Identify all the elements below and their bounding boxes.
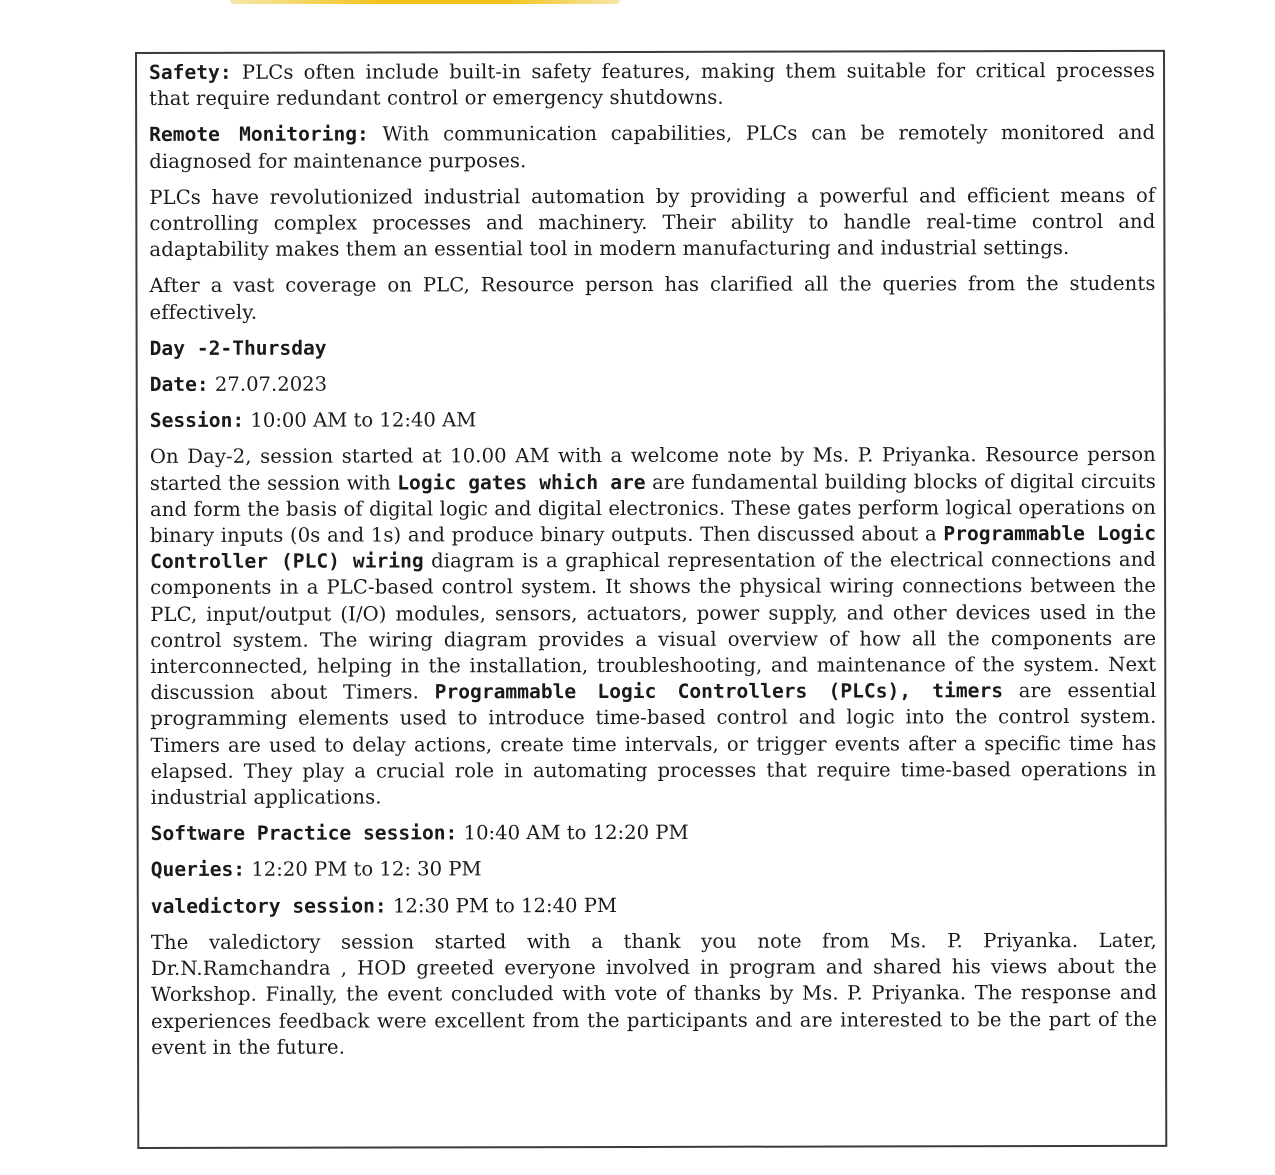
- queries-label: Queries:: [150, 858, 246, 882]
- valedictory-value: 12:30 PM to 12:40 PM: [386, 893, 617, 918]
- date-label: Date:: [149, 372, 209, 397]
- day2-paragraph: [150, 442, 1157, 811]
- session-value: 10:00 AM to 12:40 AM: [244, 408, 477, 433]
- day2-bold-2: Programmable Logic Controller (PLC) wiring: [150, 521, 1157, 574]
- day2-bold-1: Logic gates which are: [397, 470, 646, 495]
- date-line: [150, 370, 1156, 398]
- day-heading-text: Day -2-Thursday: [149, 336, 327, 360]
- queries-value: 12:20 PM to 12: 30 PM: [245, 857, 482, 882]
- document-frame: [135, 50, 1167, 1149]
- top-color-strip: [230, 0, 620, 4]
- day2-text-3: diagram is a graphical representation of the electrical connections and components in a PLC-based control system. It shows the physical wiring connections between the PLC, input/output (I/O) modules, sensors, actuators, power supply, and other devices used in the control system. The wiring diagram provides a visual overview of how all the components are interconnected, helping in the installation, troubleshooting, and maintenance of the system. Next discussion about Timers.: [150, 548, 1157, 705]
- safety-label: Safety:: [149, 60, 232, 84]
- day2-text-4: are essential programming elements used to introduce time-based control and logic into the control system. Timers are used to delay actions, create time intervals, or trigger events after a specific time has elapsed. They play a crucial role in automating processes that require time-based operations in industrial applications.: [150, 679, 1157, 810]
- closing-paragraph: The valedictory session started with a thank you note from Ms. P. Priyanka. Later, Dr.N.Ramchandra , HOD greeted everyone involved in program and shared his views about the Workshop. Finally, the event concluded with vote of thanks by Ms. P. Priyanka. The response and experiences feedback were excellent from the participants and are interested to be the part of the event in the future.: [150, 928, 1158, 1059]
- valedictory-label: valedictory session:: [150, 894, 387, 918]
- queries-line: [151, 855, 1157, 883]
- remote-monitoring-text: With communication capabilities, PLCs can be remotely monitored and diagnosed for maintenance purposes.: [149, 121, 1156, 173]
- valedictory-line: [151, 892, 1157, 920]
- plc-summary-paragraph: PLCs have revolutionized industrial automation by providing a powerful and efficient means of controlling complex processes and machinery. Their ability to handle real-time control and adaptability makes them an essential tool in modern manufacturing and industrial settings.: [149, 183, 1156, 262]
- session-label: Session:: [149, 409, 245, 433]
- day2-text-2: are fundamental building blocks of digital circuits and form the basis of digital logic and digital electronics. These gates perform logical operations on binary inputs (0s and 1s) and produce binary outputs. Then discussed about a: [149, 469, 1156, 548]
- session-line: [150, 406, 1156, 434]
- safety-paragraph: [149, 58, 1155, 113]
- software-session-value: 10:40 AM to 12:20 PM: [457, 821, 689, 845]
- date-value: 27.07.2023: [208, 372, 328, 396]
- day-heading: [150, 334, 1156, 362]
- day2-bold-3: Programmable Logic Controllers (PLCs), timers: [434, 679, 1004, 704]
- software-session-label: Software Practice session:: [150, 821, 458, 846]
- day2-text-1: On Day-2, session started at 10.00 AM with a welcome note by Ms. P. Priyanka. Resource person started the session with: [149, 443, 1156, 495]
- coverage-paragraph: After a vast coverage on PLC, Resource person has clarified all the queries from the students effectively.: [149, 272, 1156, 324]
- remote-monitoring-label: Remote Monitoring:: [149, 122, 369, 147]
- remote-monitoring-paragraph: [149, 120, 1155, 175]
- safety-text: PLCs often include built-in safety features, making them suitable for critical processes that require redundant control or emergency shutdowns.: [149, 58, 1156, 111]
- software-session-line: [151, 819, 1157, 847]
- document-content: [149, 58, 1157, 1071]
